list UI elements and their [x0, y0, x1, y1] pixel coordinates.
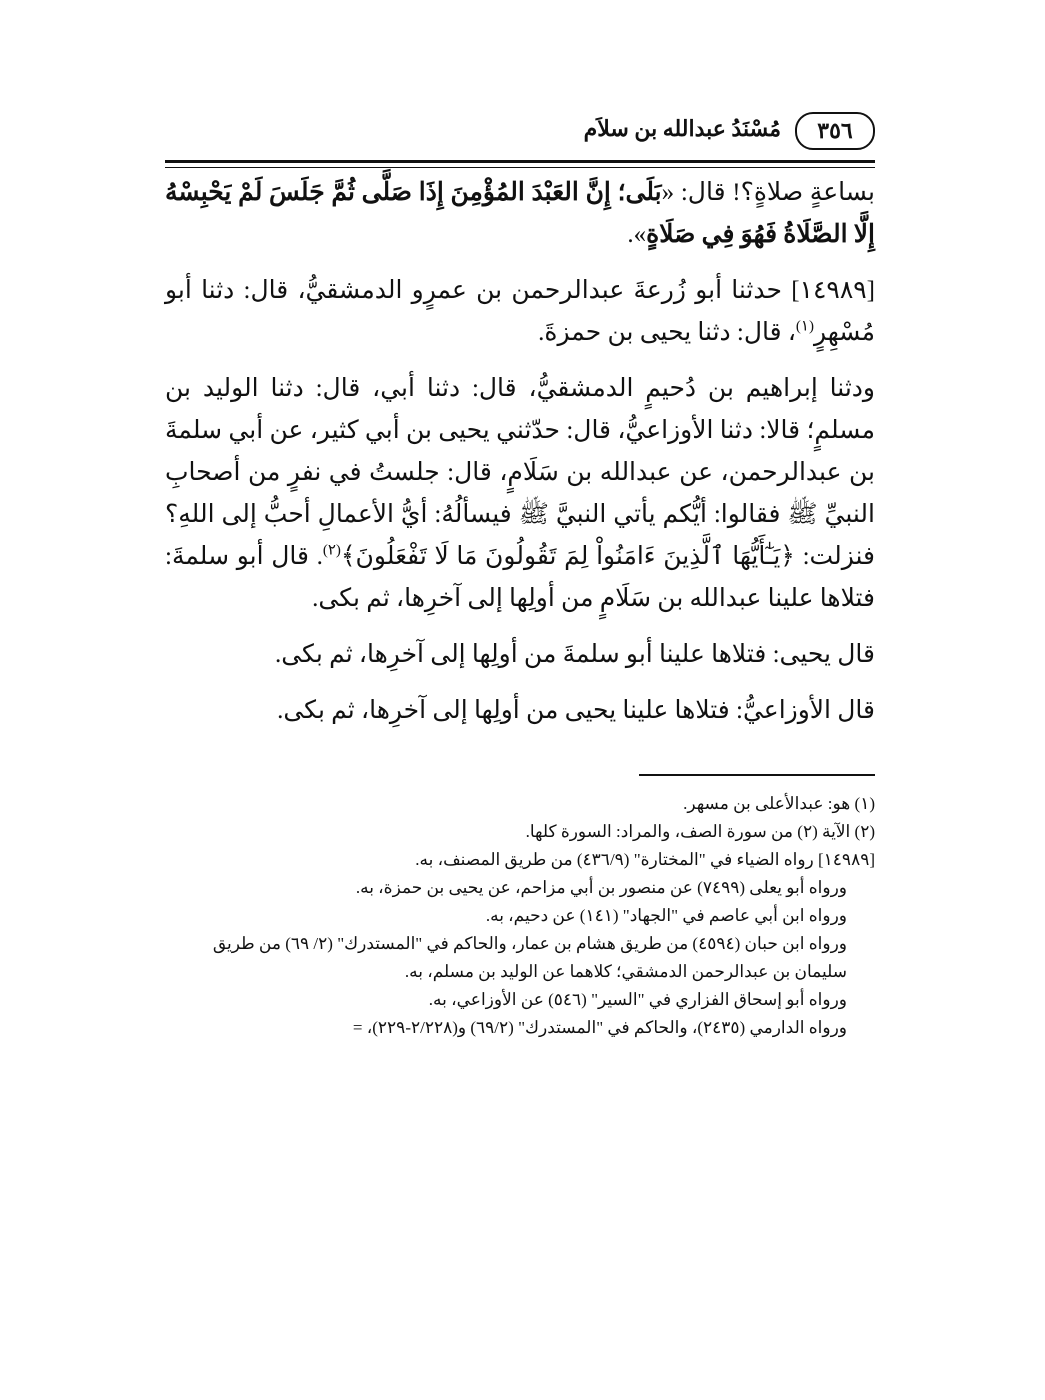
footnote: (١) هو: عبدالأعلى بن مسهر.: [683, 794, 875, 813]
paragraph: [165, 172, 875, 256]
footnote-separator: [639, 774, 875, 776]
paragraph-text: بساعةٍ صلاةٍ؟! قال: «: [661, 179, 875, 206]
paragraph-text: ».: [627, 221, 647, 248]
footnote: ورواه ابن حبان (٤٥٩٤) من طريق هشام بن عمار، والحاكم في "المستدرك" (٢/ ٦٩) من طريق سليمان بن عبدالرحمن الدمشقي؛ كلاهما عن الوليد بن مسلم، به.: [212, 934, 847, 981]
hadith-text: بَلَى؛ إِنَّ العَبْدَ المُؤْمِنَ إِذَا صَلَّى ثُمَّ جَلَسَ لَمْ يَحْبِسْهُ إِلَّا الصَّلَاةُ فَهُوَ فِي صَلَاةٍ: [165, 179, 875, 248]
main-text: [165, 172, 875, 732]
paragraph: قال الأوزاعيُّ: فتلاها علينا يحيى من أولِها إلى آخرِها، ثم بكى.: [277, 697, 875, 724]
footnote: ورواه ابن أبي عاصم في "الجهاد" (١٤١) عن دحيم، به.: [485, 906, 847, 925]
paragraph-text: . قال أبو سلمةَ: فتلاها علينا عبدالله بن سَلَامٍ من أولِها إلى آخرِها، ثم بكى.: [165, 543, 875, 612]
paragraph: [165, 270, 875, 354]
paragraph-text: [١٤٩٨٩] حدثنا أبو زُرعةَ عبدالرحمن بن عمرٍو الدمشقيُّ، قال: دثنا أبو مُسْهِرٍ: [165, 277, 875, 346]
header-rule-thin: [165, 167, 875, 168]
footnote: (٢) الآية (٢) من سورة الصف، والمراد: السورة كلها.: [525, 822, 875, 841]
paragraph: [165, 368, 875, 620]
document-page: [165, 108, 875, 1042]
footnote: ورواه الدارمي (٢٤٣٥)، والحاكم في "المستدرك" (٦٩/٢) و(٢/٢٢٨-٢٢٩)، =: [352, 1018, 847, 1037]
page-number: ٣٥٦: [795, 112, 875, 150]
footnote-marker: (١): [795, 318, 814, 335]
footnotes: [165, 790, 875, 1042]
footnote: [١٤٩٨٩] رواه الضياء في "المختارة" (٤٣٦/٩) من طريق المصنف، به.: [415, 850, 875, 869]
running-title: مُسْنَدُ عبدالله بن سلاَم: [583, 116, 781, 141]
paragraph-text: ، قال: دثنا يحيى بن حمزةَ.: [538, 319, 796, 346]
page-header: [165, 108, 875, 152]
header-rule-thick: [165, 160, 875, 163]
paragraph: قال يحيى: فتلاها علينا أبو سلمةَ من أولِها إلى آخرِها، ثم بكى.: [274, 641, 875, 668]
footnote-marker: (٢): [322, 542, 341, 559]
paragraph-text: ودثنا إبراهيم بن دُحيمٍ الدمشقيُّ، قال: دثنا أبي، قال: دثنا الوليد بن مسلمٍ؛ قالا: دثنا الأوزاعيُّ، قال: حدّثني يحيى بن أبي كثير، عن أبي سلمةَ بن عبدالرحمن، عن عبدالله بن سَلَامٍ، قال: جلستُ في نفرٍ من أصحابِ النبيِّ ﷺ فقالوا: أيُّكم يأتي النبيَّ ﷺ فيسألُهُ: أيُّ الأعمالِ أحبُّ إلى اللهِ؟ فنزلت: ﴿يَـٰٓأَيُّهَا ٱلَّذِينَ ءَامَنُواْ لِمَ تَقُولُونَ مَا لَا تَفْعَلُونَ﴾: [165, 375, 875, 570]
footnote: ورواه أبو يعلى (٧٤٩٩) عن منصور بن أبي مزاحم، عن يحيى بن حمزة، به.: [355, 878, 847, 897]
footnote: ورواه أبو إسحاق الفزاري في "السير" (٥٤٦) عن الأوزاعي، به.: [428, 990, 847, 1009]
